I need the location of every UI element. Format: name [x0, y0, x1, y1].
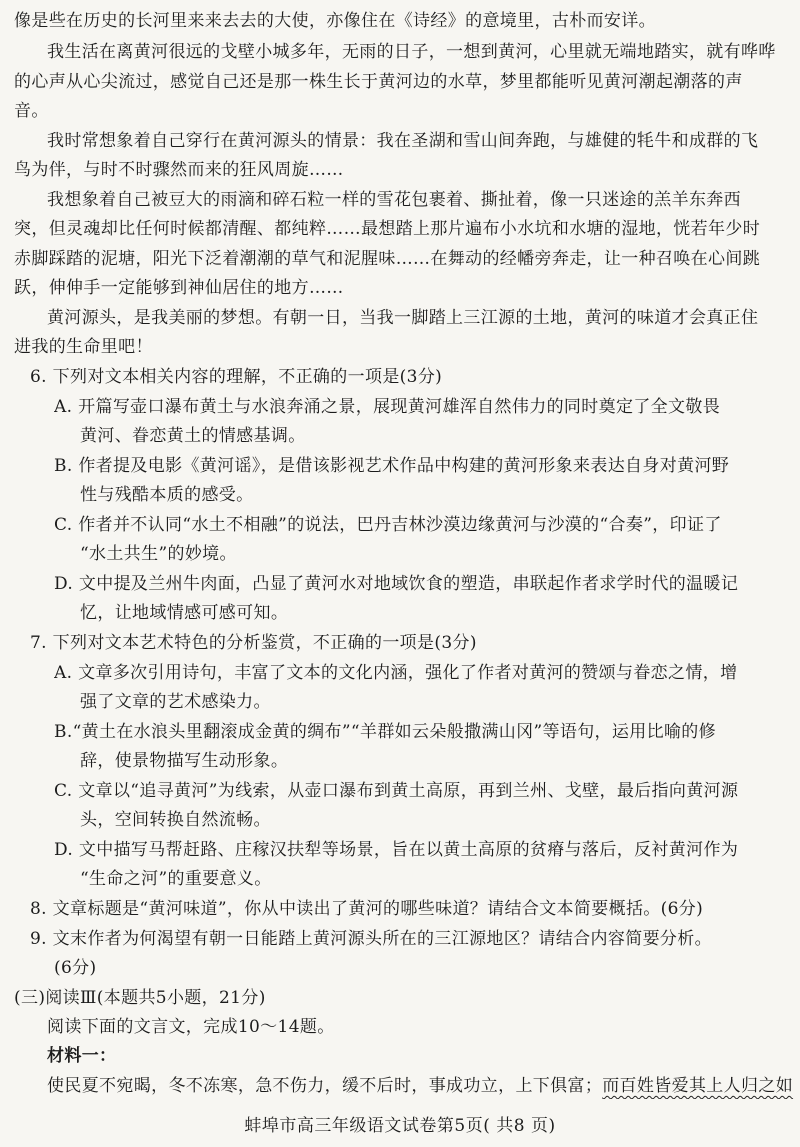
question-7-option-a-cont: 强了文章的艺术感染力。 — [80, 692, 271, 712]
question-6-option-c-cont: “水土共生”的妙境。 — [80, 544, 237, 564]
essay-line: 跃，伸伸手一定能够到神仙居住的地方…… — [14, 278, 344, 298]
classical-text-line — [47, 1073, 800, 1099]
essay-line: 突，但灵魂却比任何时候都清醒、都纯粹……最想踏上那片遍布小水坑和水塘的湿地，恍若年少时 — [14, 219, 761, 239]
question-6-option-b-cont: 性与残酷本质的感受。 — [80, 485, 254, 505]
question-8: 8. 文章标题是“黄河味道”，你从中读出了黄河的哪些味道？请结合文本简要概括。(6分) — [30, 899, 704, 919]
question-7-option-c-cont: 头，空间转换自然流畅。 — [80, 810, 271, 830]
essay-line: 鸟为伴，与时不时骤然而来的狂风周旋…… — [14, 160, 344, 180]
essay-line: 我时常想象着自己穿行在黄河源头的情景：我在圣湖和雪山间奔跑，与雄健的牦牛和成群的飞 — [47, 131, 759, 151]
essay-line: 赤脚踩踏的泥塘，阳光下泛着潮潮的草气和泥腥味……在舞动的经幡旁奔走，让一种召唤在心间跳 — [14, 249, 761, 269]
material-label: 材料一： — [47, 1046, 117, 1066]
question-7-option-b-cont: 辞，使景物描写生动形象。 — [80, 751, 289, 771]
question-7-option-c: C. 文章以“追寻黄河”为线索，从壶口瀑布到黄土高原，再到兰州、戈壁，最后指向黄河源 — [54, 781, 739, 801]
wavy-underlined-text: 而百姓皆爱其上人归之如 — [602, 1076, 794, 1096]
question-9-cont: (6分) — [54, 958, 97, 978]
essay-line: 我想象着自己被豆大的雨滴和碎石粒一样的雪花包裹着、撕扯着，像一只迷途的羔羊东奔西 — [47, 190, 741, 210]
essay-line: 黄河源头，是我美丽的梦想。有朝一日，当我一脚踏上三江源的土地，黄河的味道才会真正住 — [47, 308, 759, 328]
question-7-option-b: B.“黄土在水浪头里翻滚成金黄的绸布”“羊群如云朵般撒满山冈”等语句，运用比喻的修 — [54, 722, 717, 742]
question-7-option-d-cont: “生命之河”的重要意义。 — [80, 869, 272, 889]
classical-text-segment: 使民夏不宛暍，冬不冻寒，急不伤力，缓不后时，事成功立，上下俱富； — [47, 1076, 603, 1096]
question-6-option-a: A. 开篇写壶口瀑布黄土与水浪奔涌之景，展现黄河雄浑自然伟力的同时奠定了全文敬畏 — [54, 397, 721, 417]
question-6-option-d: D. 文中提及兰州牛肉面，凸显了黄河水对地域饮食的塑造，串联起作者求学时代的温暖记 — [54, 574, 739, 594]
question-6-option-c: C. 作者并不认同“水土不相融”的说法，巴丹吉林沙漠边缘黄河与沙漠的“合奏”，印证了 — [54, 515, 722, 535]
question-9: 9. 文末作者为何渴望有朝一日能踏上黄河源头所在的三江源地区？请结合内容简要分析。 — [30, 929, 712, 949]
essay-line: 我生活在离黄河很远的戈壁小城多年，无雨的日子，一想到黄河，心里就无端地踏实，就有哗哗 — [47, 42, 776, 62]
question-6-stem: 6. 下列对文本相关内容的理解，不正确的一项是(3分) — [30, 367, 443, 387]
essay-line: 音。 — [14, 101, 49, 121]
essay-line: 进我的生命里吧！ — [14, 337, 153, 357]
essay-line: 像是些在历史的长河里来来去去的大使，亦像住在《诗经》的意境里，古朴而安详。 — [14, 11, 656, 31]
section-heading: (三)阅读Ⅲ(本题共5小题，21分) — [14, 988, 266, 1008]
question-6-option-a-cont: 黄河、眷恋黄土的情感基调。 — [80, 426, 306, 446]
essay-line: 的心声从心尖流过，感觉自己还是那一株生长于黄河边的水草，梦里都能听见黄河潮起潮落的声 — [14, 72, 743, 92]
section-instruction: 阅读下面的文言文，完成10～14题。 — [47, 1017, 335, 1037]
question-6-option-b: B. 作者提及电影《黄河谣》，是借该影视艺术作品中构建的黄河形象来表达自身对黄河野 — [54, 456, 730, 476]
question-6-option-d-cont: 忆，让地域情感可感可知。 — [80, 603, 289, 623]
question-7-stem: 7. 下列对文本艺术特色的分析鉴赏，不正确的一项是(3分) — [30, 633, 477, 653]
question-7-option-a: A. 文章多次引用诗句，丰富了文本的文化内涵，强化了作者对黄河的赞颂与眷恋之情，增 — [54, 663, 738, 683]
page-footer: 蚌埠市高三年级语文试卷第5页( 共8 页) — [244, 1116, 556, 1136]
question-7-option-d: D. 文中描写马帮赶路、庄稼汉扶犁等场景，旨在以黄土高原的贫瘠与落后，反衬黄河作为 — [54, 840, 739, 860]
